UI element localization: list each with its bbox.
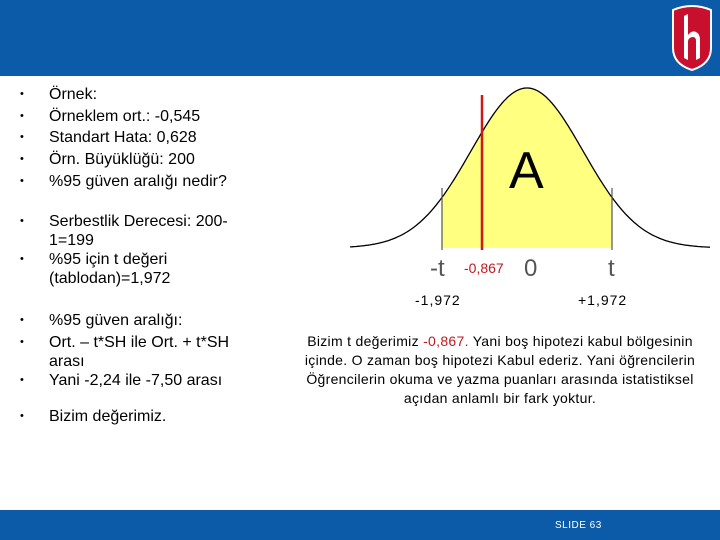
- bullet-dot-icon: •: [20, 410, 24, 422]
- bullet-dot-icon: •: [20, 131, 24, 143]
- bullet-dot-icon: •: [20, 336, 24, 348]
- bullet-text: %95 güven aralığı:: [49, 312, 183, 329]
- area-label: A: [509, 142, 544, 200]
- bullet-text: Standart Hata: 0,628: [49, 129, 197, 146]
- explanation-highlight: -0,867.: [423, 333, 469, 349]
- explanation-part2: Yani boş hipotezi kabul bölgesinin içinde. O zaman boş hipotezi Kabul ederiz. Yani öğrencilerin Öğrencilerin okuma ve yazma puanları arasında istatistiksel açıdan anlamlı bir fark yoktur.: [304, 333, 696, 406]
- explanation-text: [288, 332, 712, 408]
- bullet-text: %95 güven aralığı nedir?: [49, 173, 227, 190]
- bullet-dot-icon: •: [20, 175, 24, 187]
- zero-label: 0: [524, 255, 538, 282]
- pos-t-label: t: [608, 255, 615, 282]
- bullet-text: Ort. – t*SH ile Ort. + t*SH arası: [49, 334, 230, 370]
- bullet-text: Örn. Büyüklüğü: 200: [49, 151, 195, 168]
- explanation-part1: Bizim t değerimiz: [307, 333, 424, 349]
- bullet-dot-icon: •: [20, 110, 24, 122]
- left-critical-value: -1,972: [415, 292, 461, 308]
- bullet-dot-icon: •: [20, 253, 24, 265]
- bullet-dot-icon: •: [20, 88, 24, 100]
- bullet-dot-icon: •: [20, 215, 24, 227]
- hacettepe-h-logo-icon: [667, 2, 717, 72]
- t-distribution-diagram: [340, 80, 720, 290]
- marker-value-label: -0,867: [464, 260, 504, 276]
- bullet-text: Serbestlik Derecesi: 200-1=199: [49, 213, 228, 249]
- bullet-text: Örneklem ort.: -0,545: [49, 108, 201, 125]
- bullet-text: Örnek:: [49, 86, 98, 103]
- bullet-dot-icon: •: [20, 153, 24, 165]
- bullet-dot-icon: •: [20, 374, 24, 386]
- header-bar: [0, 0, 720, 76]
- slide-number: SLIDE 63: [555, 520, 602, 531]
- neg-t-label: -t: [430, 255, 445, 282]
- bullet-text: %95 için t değeri (tablodan)=1,972: [49, 251, 171, 287]
- bullet-dot-icon: •: [20, 314, 24, 326]
- right-critical-value: +1,972: [578, 292, 628, 308]
- bullet-text: Bizim değerimiz.: [49, 408, 167, 425]
- bullet-text: Yani -2,24 ile -7,50 arası: [49, 372, 223, 389]
